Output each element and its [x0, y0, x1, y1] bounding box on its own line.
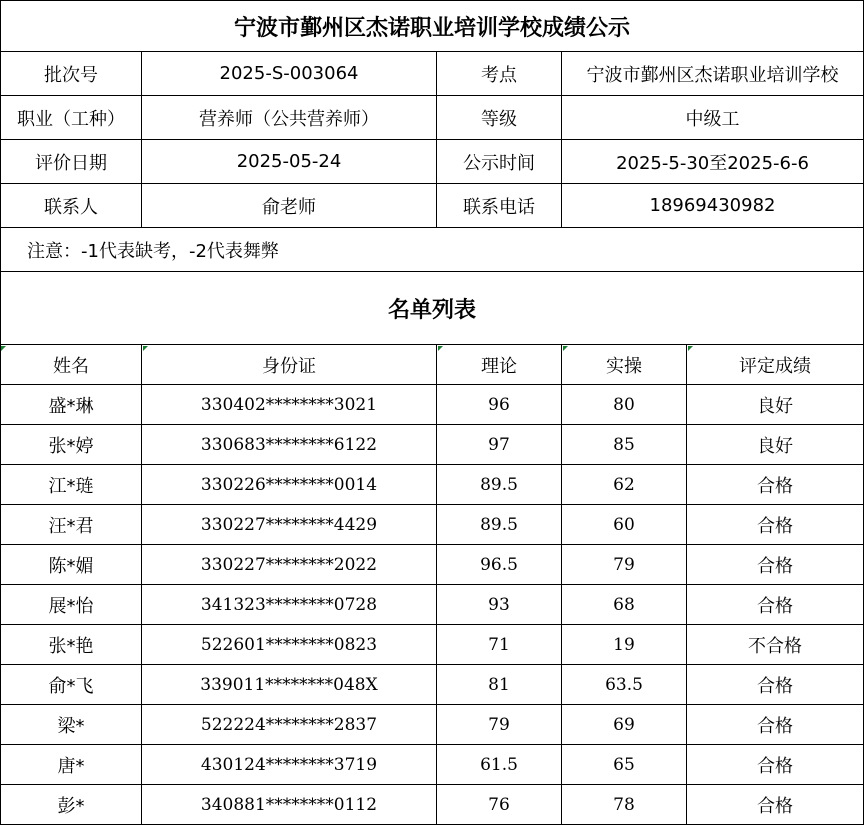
cell-name: 张*婷: [0, 425, 142, 465]
cell-theory: 89.5: [437, 465, 562, 505]
cell-name: 汪*君: [0, 505, 142, 545]
phone-value: 18969430982: [562, 184, 864, 228]
cell-practice: 78: [562, 785, 687, 825]
cell-marker: [438, 346, 443, 351]
cell-id: 340881********0112: [142, 785, 437, 825]
header-theory: 理论: [437, 345, 562, 385]
cell-theory: 97: [437, 425, 562, 465]
table-row: [0, 745, 864, 785]
cell-id: 330683********6122: [142, 425, 437, 465]
cell-name: 梁*: [0, 705, 142, 745]
cell-practice: 69: [562, 705, 687, 745]
cell-name: 彭*: [0, 785, 142, 825]
cell-id: 522601********0823: [142, 625, 437, 665]
date-label: 评价日期: [0, 140, 142, 184]
site-value: 宁波市鄞州区杰诺职业培训学校: [562, 52, 864, 96]
batch-label: 批次号: [0, 52, 142, 96]
cell-practice: 63.5: [562, 665, 687, 705]
cell-result: 合格: [687, 665, 864, 705]
cell-theory: 81: [437, 665, 562, 705]
cell-result: 不合格: [687, 625, 864, 665]
cell-name: 江*琏: [0, 465, 142, 505]
list-title: 名单列表: [0, 272, 864, 345]
cell-marker: [143, 346, 148, 351]
info-row-job: [0, 96, 864, 140]
table-row: [0, 465, 864, 505]
cell-id: 330402********3021: [142, 385, 437, 425]
cell-marker: [688, 346, 693, 351]
cell-result: 合格: [687, 745, 864, 785]
table-row: [0, 705, 864, 745]
cell-name: 盛*琳: [0, 385, 142, 425]
cell-result: 合格: [687, 505, 864, 545]
level-value: 中级工: [562, 96, 864, 140]
cell-theory: 76: [437, 785, 562, 825]
job-label: 职业（工种）: [0, 96, 142, 140]
cell-name: 陈*媚: [0, 545, 142, 585]
job-value: 营养师（公共营养师）: [142, 96, 437, 140]
table-row: [0, 505, 864, 545]
batch-value: 2025-S-003064: [142, 52, 437, 96]
cell-id: 339011********048X: [142, 665, 437, 705]
cell-practice: 85: [562, 425, 687, 465]
date-value: 2025-05-24: [142, 140, 437, 184]
cell-name: 展*怡: [0, 585, 142, 625]
page-title: 宁波市鄞州区杰诺职业培训学校成绩公示: [0, 0, 864, 52]
cell-theory: 93: [437, 585, 562, 625]
table-row: [0, 545, 864, 585]
cell-theory: 71: [437, 625, 562, 665]
cell-name: 唐*: [0, 745, 142, 785]
site-label: 考点: [437, 52, 562, 96]
cell-practice: 68: [562, 585, 687, 625]
cell-id: 330226********0014: [142, 465, 437, 505]
cell-result: 合格: [687, 705, 864, 745]
publish-label: 公示时间: [437, 140, 562, 184]
cell-name: 张*艳: [0, 625, 142, 665]
cell-theory: 79: [437, 705, 562, 745]
cell-result: 合格: [687, 785, 864, 825]
cell-practice: 65: [562, 745, 687, 785]
table-header-row: [0, 345, 864, 385]
contact-label: 联系人: [0, 184, 142, 228]
table-row: [0, 625, 864, 665]
cell-result: 良好: [687, 385, 864, 425]
cell-theory: 96.5: [437, 545, 562, 585]
cell-practice: 60: [562, 505, 687, 545]
cell-result: 合格: [687, 465, 864, 505]
table-row: [0, 385, 864, 425]
contact-value: 俞老师: [142, 184, 437, 228]
table-row: [0, 665, 864, 705]
cell-result: 合格: [687, 545, 864, 585]
header-id: 身份证: [142, 345, 437, 385]
table-row: [0, 785, 864, 825]
cell-id: 430124********3719: [142, 745, 437, 785]
cell-practice: 62: [562, 465, 687, 505]
cell-theory: 89.5: [437, 505, 562, 545]
cell-result: 良好: [687, 425, 864, 465]
info-row-contact: [0, 184, 864, 228]
cell-id: 522224********2837: [142, 705, 437, 745]
cell-result: 合格: [687, 585, 864, 625]
header-name: 姓名: [0, 345, 142, 385]
cell-marker: [1, 346, 6, 351]
cell-id: 330227********4429: [142, 505, 437, 545]
phone-label: 联系电话: [437, 184, 562, 228]
cell-marker: [563, 346, 568, 351]
note-text: 注意：-1代表缺考，-2代表舞弊: [0, 228, 864, 272]
level-label: 等级: [437, 96, 562, 140]
table-row: [0, 585, 864, 625]
cell-name: 俞*飞: [0, 665, 142, 705]
cell-id: 330227********2022: [142, 545, 437, 585]
header-practice: 实操: [562, 345, 687, 385]
cell-practice: 79: [562, 545, 687, 585]
publish-value: 2025-5-30至2025-6-6: [562, 140, 864, 184]
cell-id: 341323********0728: [142, 585, 437, 625]
info-row-batch: [0, 52, 864, 96]
cell-practice: 80: [562, 385, 687, 425]
info-row-date: [0, 140, 864, 184]
cell-theory: 96: [437, 385, 562, 425]
cell-practice: 19: [562, 625, 687, 665]
header-result: 评定成绩: [687, 345, 864, 385]
table-row: [0, 425, 864, 465]
cell-theory: 61.5: [437, 745, 562, 785]
